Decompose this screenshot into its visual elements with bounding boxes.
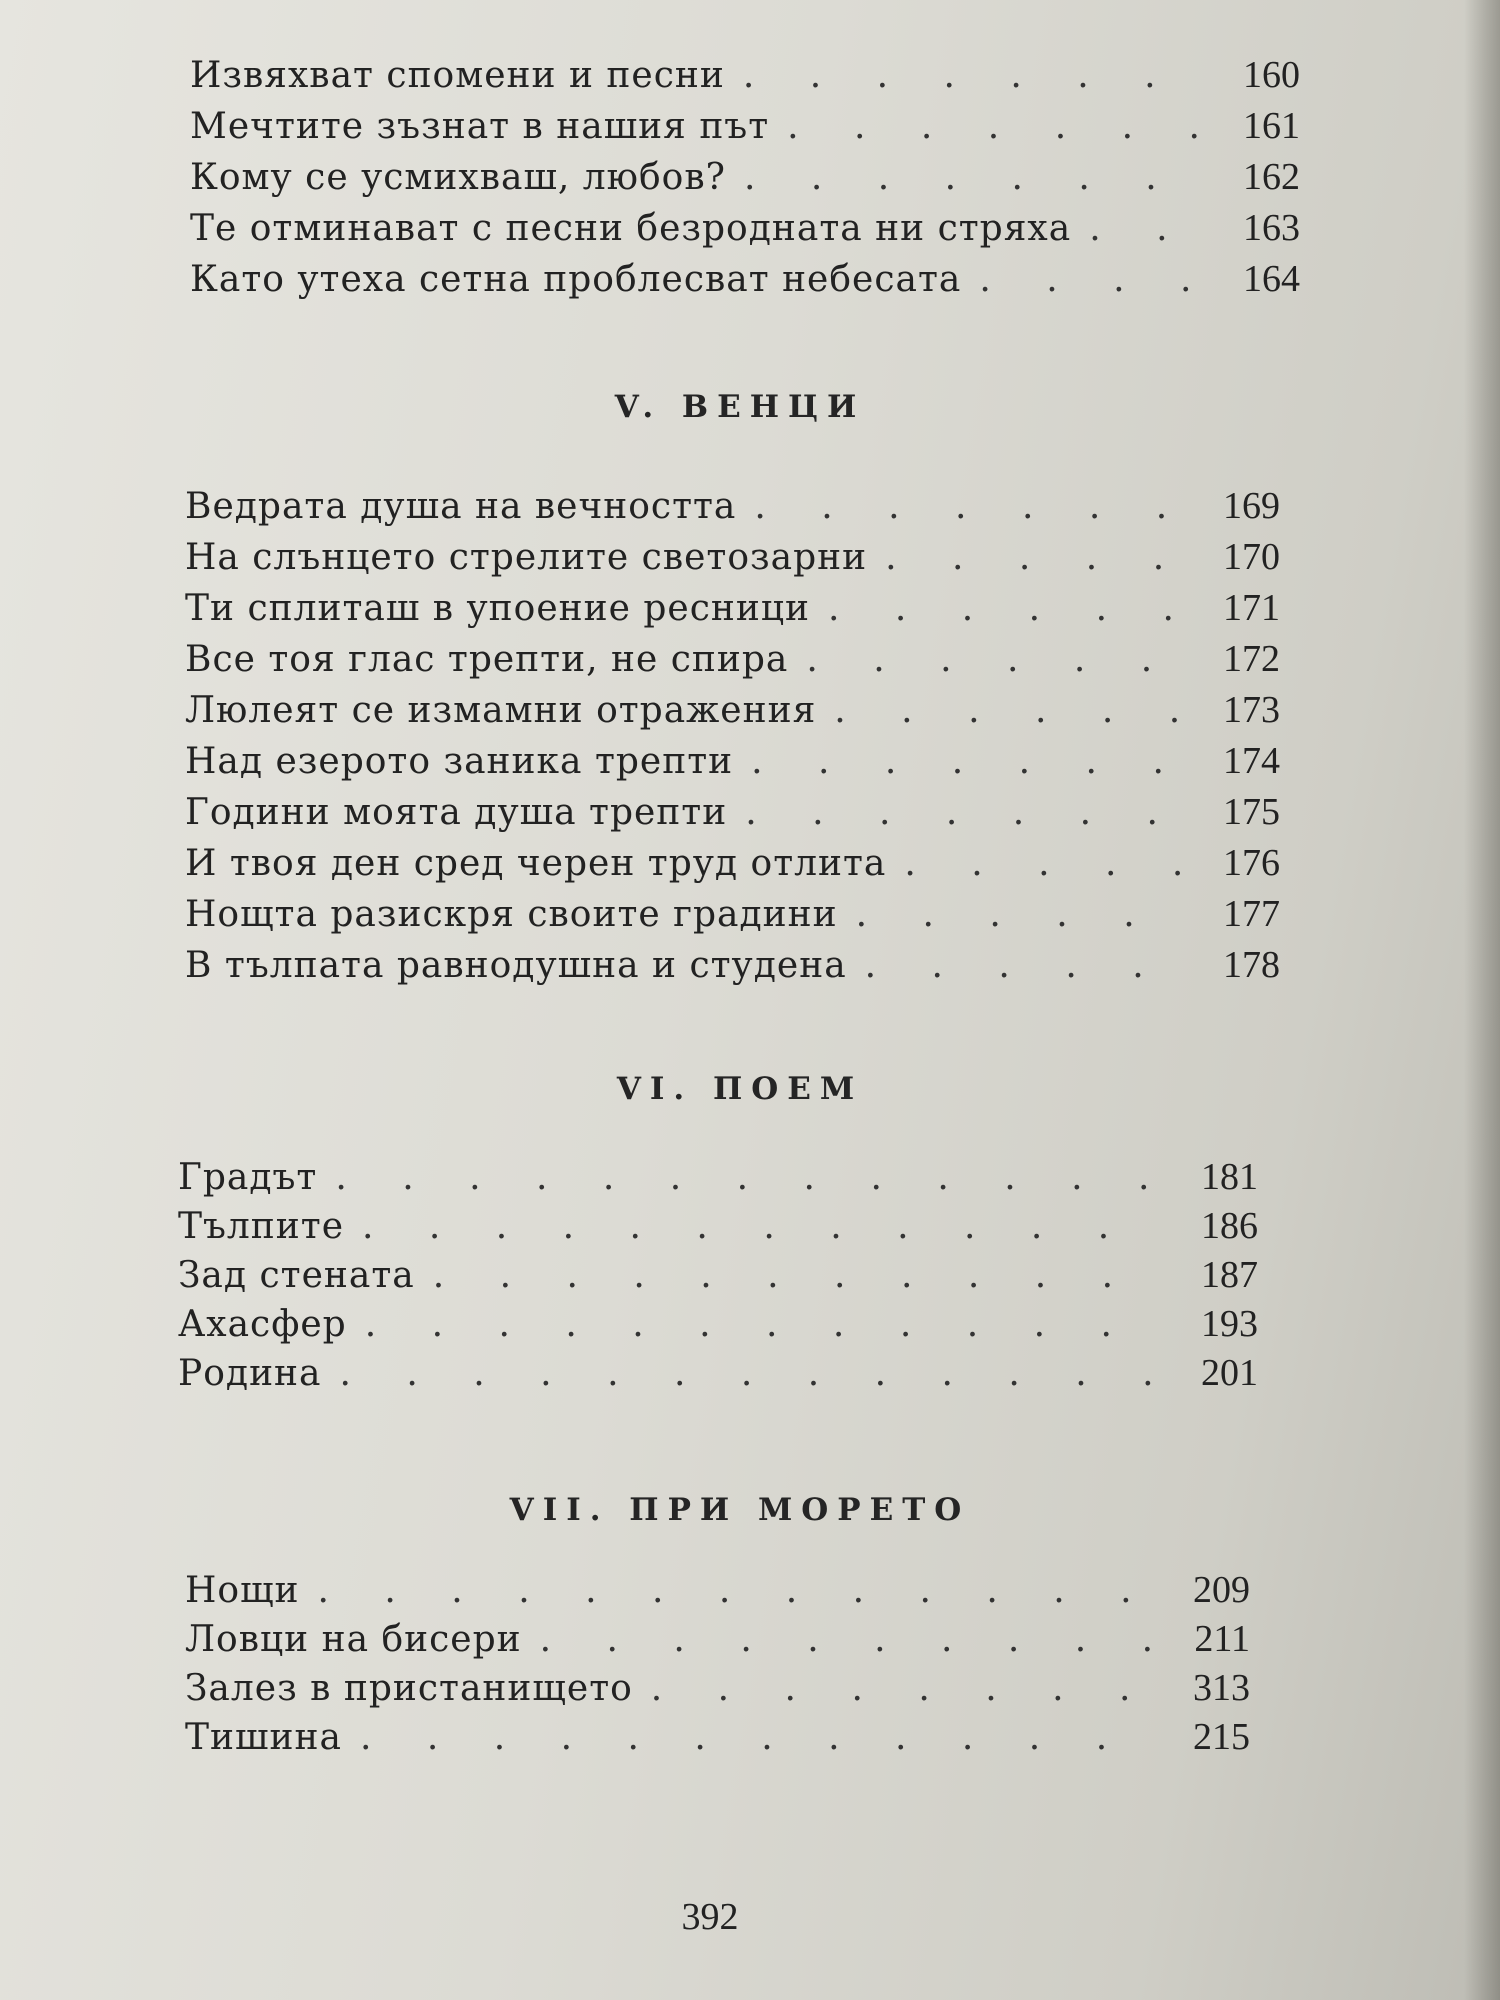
toc-entry <box>185 787 1280 838</box>
dot-leader <box>651 1664 1158 1713</box>
dot-leader <box>433 1251 1166 1300</box>
toc-entry <box>178 1153 1258 1202</box>
section-heading-vi: VI. ПОЕМ <box>616 1071 864 1107</box>
entry-page-number: 201 <box>1201 1352 1258 1394</box>
entry-page-number: 175 <box>1223 791 1280 833</box>
entry-title: Години моята душа трепти <box>185 792 728 833</box>
dot-leader <box>744 152 1208 203</box>
entry-page-number: 162 <box>1243 156 1300 198</box>
dot-leader <box>885 532 1188 583</box>
dot-leader <box>787 101 1208 152</box>
toc-entry <box>178 1251 1258 1300</box>
entry-title: Ахасфер <box>178 1304 347 1345</box>
section-heading-v: V. ВЕНЦИ <box>614 389 866 425</box>
entry-title: Залез в пристанището <box>185 1668 633 1709</box>
entry-title: В тълпата равнодушна и студена <box>185 945 847 986</box>
toc-entry <box>185 634 1280 685</box>
entry-page-number: 163 <box>1243 207 1300 249</box>
toc-entry <box>185 1664 1250 1713</box>
toc-entry <box>185 736 1280 787</box>
page-number: 392 <box>681 1896 739 1938</box>
entry-title: Ти сплиташ в упоение ресници <box>185 588 811 629</box>
entry-title: Ведрата душа на вечността <box>185 486 737 527</box>
dot-leader <box>856 889 1188 940</box>
toc-entry <box>185 889 1280 940</box>
entry-title: Те отминават с песни безродната ни стряха <box>190 208 1072 249</box>
toc-entry <box>190 203 1300 254</box>
dot-leader <box>979 254 1208 305</box>
dot-leader <box>540 1615 1158 1664</box>
dot-leader <box>362 1202 1166 1251</box>
dot-leader <box>745 787 1188 838</box>
entry-page-number: 209 <box>1193 1569 1250 1611</box>
entry-page-number: 174 <box>1223 740 1280 782</box>
toc-entry <box>185 1615 1250 1664</box>
toc-entry <box>185 1713 1250 1762</box>
entry-page-number: 193 <box>1201 1303 1258 1345</box>
dot-leader <box>904 838 1188 889</box>
entry-title: Зад стената <box>178 1255 415 1296</box>
entry-page-number: 173 <box>1223 689 1280 731</box>
dot-leader <box>754 481 1188 532</box>
entry-page-number: 172 <box>1223 638 1280 680</box>
entry-page-number: 313 <box>1193 1667 1250 1709</box>
toc-entry <box>185 481 1280 532</box>
entry-page-number: 161 <box>1243 105 1300 147</box>
entry-title: Все тоя глас трепти, не спира <box>185 639 789 680</box>
entry-title: И твоя ден сред черен труд отлита <box>185 843 887 884</box>
toc-entry <box>185 1566 1250 1615</box>
entry-title: Тълпите <box>178 1206 344 1247</box>
entry-title: Като утеха сетна проблесват небесата <box>190 259 962 300</box>
dot-leader <box>834 685 1188 736</box>
toc-entry <box>190 101 1300 152</box>
dot-leader <box>1089 203 1208 254</box>
entry-page-number: 169 <box>1223 485 1280 527</box>
entry-title: Люлеят се измамни отражения <box>185 690 817 731</box>
entry-page-number: 181 <box>1201 1156 1258 1198</box>
table-of-contents <box>178 50 1300 1762</box>
entry-page-number: 211 <box>1194 1618 1250 1660</box>
toc-entry <box>190 152 1300 203</box>
entry-title: Нощи <box>185 1570 300 1611</box>
entry-title: На слънцето стрелите светозарни <box>185 537 868 578</box>
toc-entry <box>178 1349 1258 1398</box>
entry-title: Нощта разискря своите градини <box>185 894 838 935</box>
toc-entry <box>190 254 1300 305</box>
toc-entry <box>185 838 1280 889</box>
toc-entry <box>185 940 1280 991</box>
entry-page-number: 176 <box>1223 842 1280 884</box>
toc-entry <box>190 50 1300 101</box>
entry-page-number: 177 <box>1223 893 1280 935</box>
dot-leader <box>335 1153 1166 1202</box>
entry-page-number: 160 <box>1243 54 1300 96</box>
entry-title: Родина <box>178 1353 322 1394</box>
dot-leader <box>743 50 1208 101</box>
dot-leader <box>828 583 1188 634</box>
entry-page-number: 164 <box>1243 258 1300 300</box>
section-vi-entries <box>178 1153 1258 1398</box>
entry-title: Кому се усмихваш, любов? <box>190 157 726 198</box>
dot-leader <box>365 1300 1166 1349</box>
section-v-entries <box>185 481 1280 991</box>
entry-title: Тишина <box>185 1717 342 1758</box>
entry-page-number: 170 <box>1223 536 1280 578</box>
toc-entry <box>178 1202 1258 1251</box>
entry-title: Ловци на бисери <box>185 1619 522 1660</box>
toc-continued-entries <box>190 50 1300 305</box>
section-heading-vii: VII. ПРИ МОРЕТО <box>509 1492 971 1528</box>
dot-leader <box>318 1566 1158 1615</box>
dot-leader <box>751 736 1188 787</box>
page-gutter-shadow <box>1464 0 1500 2000</box>
entry-page-number: 171 <box>1223 587 1280 629</box>
entry-page-number: 187 <box>1201 1254 1258 1296</box>
dot-leader <box>865 940 1188 991</box>
toc-entry <box>185 583 1280 634</box>
section-vii-entries <box>185 1566 1250 1762</box>
entry-page-number: 215 <box>1193 1716 1250 1758</box>
entry-page-number: 186 <box>1201 1205 1258 1247</box>
toc-entry <box>185 532 1280 583</box>
dot-leader <box>360 1713 1158 1762</box>
toc-entry <box>185 685 1280 736</box>
entry-title: Мечтите зъзнат в нашия път <box>190 106 770 147</box>
dot-leader <box>806 634 1188 685</box>
toc-entry <box>178 1300 1258 1349</box>
dot-leader <box>340 1349 1166 1398</box>
entry-title: Извяхват спомени и песни <box>190 55 725 96</box>
entry-title: Над езерото заника трепти <box>185 741 734 782</box>
entry-page-number: 178 <box>1223 944 1280 986</box>
entry-title: Градът <box>178 1157 318 1198</box>
